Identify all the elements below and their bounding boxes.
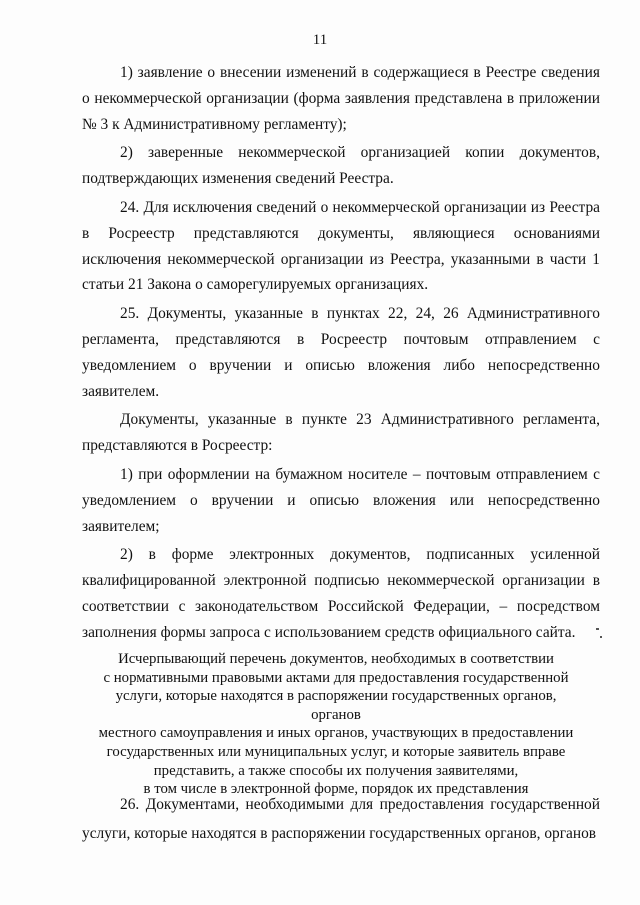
scan-speck — [600, 636, 602, 638]
heading-line: в том числе в электронной форме, порядок их представления — [143, 781, 529, 798]
paragraph-electronic-submission: 2) в форме электронных документов, подписанных усиленной квалифицированной электронной подписью некоммерческой организации в соответствии с законодательством Российской Федерации, – посредством заполнения формы запроса с использованием средств официального сайта. — [82, 546, 600, 641]
paragraph-certified-copies: 2) заверенные некоммерческой организацией копии документов, подтверждающих изменения сведений Реестра. — [82, 144, 600, 188]
paragraph-paper-submission: 1) при оформлении на бумажном носителе – почтовым отправлением с уведомлением о вручении и описью вложения или непосредственно заявителем; — [82, 465, 600, 535]
heading-line: Исчерпывающий перечень документов, необходимых в соответствии — [118, 651, 554, 667]
heading-line: местного самоуправления и иных органов, участвующих в предоставлении — [98, 725, 574, 742]
section-heading — [96, 650, 576, 799]
body-text — [82, 60, 600, 646]
paragraph-item-26: 26. Документами, необходимыми для предоставления государственной услуги, которые находятся в распоряжении государственных органов, органов — [82, 796, 600, 842]
page-number: 11 — [312, 32, 328, 48]
heading-line: с нормативными правовыми актами для предоставления государственной — [103, 669, 569, 686]
paragraph-application-changes: 1) заявление о внесении изменений в содержащиеся в Реестре сведения о некоммерческой организации (форма заявления представлена в приложении № 3 к Административному регламенту); — [82, 64, 600, 133]
paragraph-item-24: 24. Для исключения сведений о некоммерческой организации из Реестра в Росреестр представляются документы, являющиеся основаниями исключения некоммерческой организации из Реестра, указанными в части 1 статьи 21 Закона о саморегулируемых организациях. — [82, 198, 600, 294]
paragraph-item-25: 25. Документы, указанные в пунктах 22, 24, 26 Административного регламента, представляются в Росреестр почтовым отправлением с уведомлением о вручении и описью вложения либо непосредственно заявителем. — [82, 305, 600, 400]
heading-line: государственных или муниципальных услуг, и которые заявитель вправе — [106, 743, 566, 760]
heading-line: представить, а также способы их получения заявителями, — [153, 762, 519, 779]
paragraph-item-23-documents: Документы, указанные в пункте 23 Административного регламента, представляются в Росреестр: — [82, 411, 600, 455]
scan-speck — [596, 628, 599, 630]
body-text-continued — [82, 790, 600, 848]
heading-line: услуги, которые находятся в распоряжении государственных органов, органов — [115, 688, 557, 723]
